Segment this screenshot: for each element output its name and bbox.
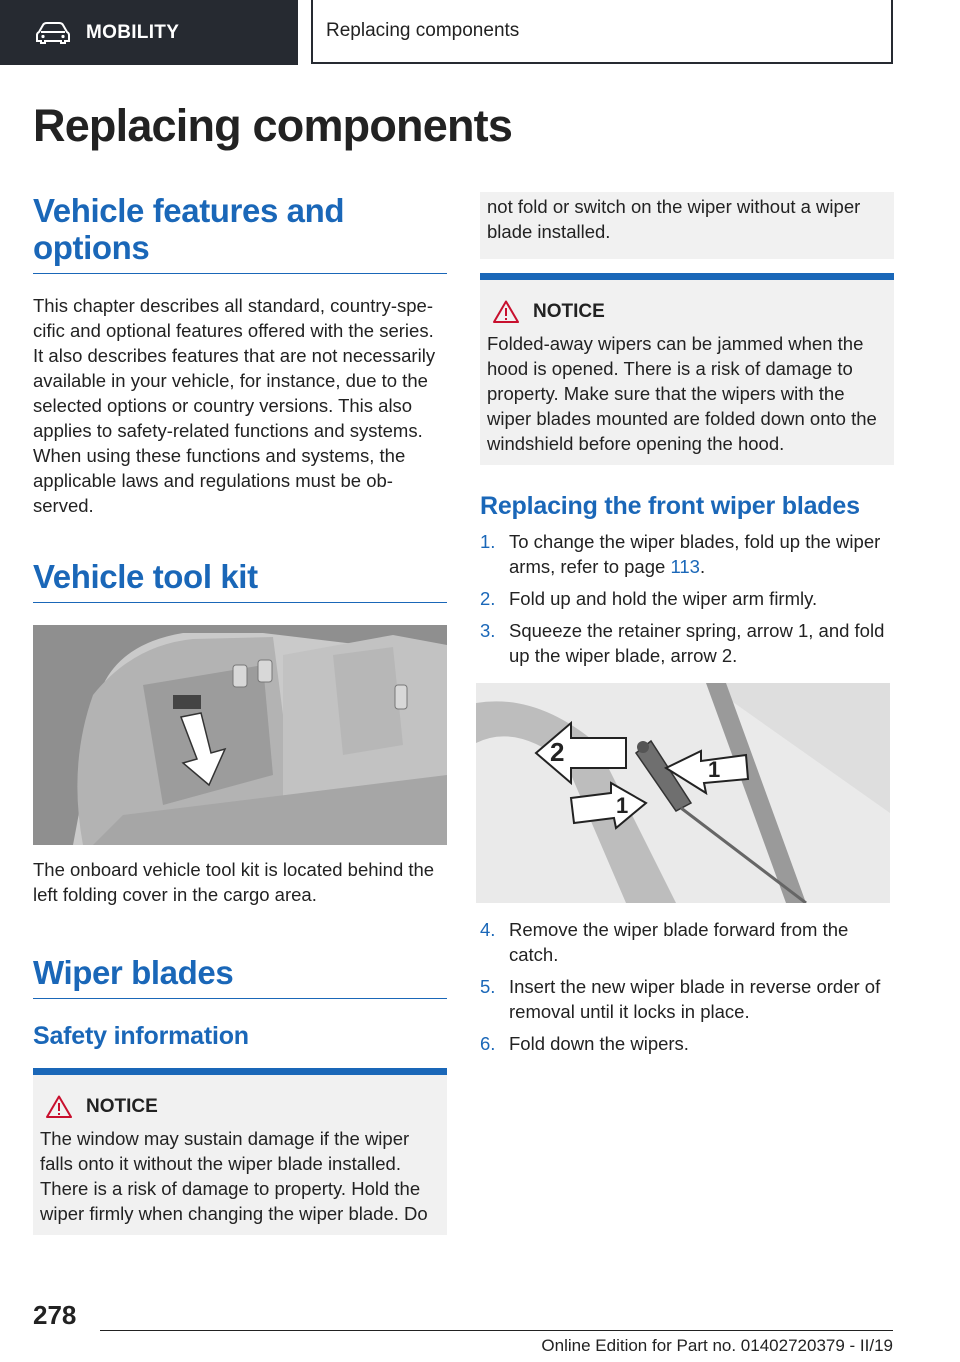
notice-box-1 <box>33 1068 447 1235</box>
notice-text-2: Folded-away wipers can be jammed when the hood is opened. There is a risk of damage to property. Make sure that the wipers with the wiper blades mounted are folded down onto the windshield before opening the hood. <box>487 333 877 454</box>
warning-icon <box>46 1095 72 1118</box>
warning-icon <box>493 300 519 323</box>
svg-text:1: 1 <box>708 757 721 782</box>
page-number: 278 <box>33 1300 77 1330</box>
toolkit-heading: Vehicle tool kit <box>33 558 447 603</box>
svg-text:2: 2 <box>550 737 565 767</box>
step-4 <box>480 917 894 967</box>
section-label: MOBILITY <box>86 21 180 43</box>
car-icon <box>36 22 70 44</box>
step-6 <box>480 1031 894 1056</box>
cargo-area-illustration <box>33 625 447 845</box>
notice-box-2 <box>480 273 894 465</box>
toolkit-text: The onboard vehicle tool kit is located behind the left folding cover in the cargo area. <box>33 859 435 905</box>
notice-label-1: NOTICE <box>86 1095 158 1117</box>
footer-divider <box>100 1330 893 1331</box>
notice-label-2: NOTICE <box>533 300 605 322</box>
wiper-heading: Wiper blades <box>33 954 447 999</box>
step-text: Squeeze the retainer spring, arrow 1, and fold up the wiper blade, arrow 2. <box>509 620 885 666</box>
features-heading: Vehicle features and options <box>33 192 447 274</box>
edition-text: Online Edition for Part no. 01402720379 - II/19 <box>541 1336 893 1355</box>
step-text: Fold down the wipers. <box>509 1033 689 1054</box>
wiper-image <box>476 683 890 903</box>
step-1 <box>480 529 894 579</box>
step-number: 2. <box>480 588 496 609</box>
chapter-title: Replacing components <box>326 20 520 41</box>
page-link[interactable]: 113 <box>670 556 700 577</box>
step-2 <box>480 586 894 611</box>
chapter-tab <box>311 0 893 64</box>
step-3 <box>480 618 894 668</box>
step-number: 4. <box>480 919 496 940</box>
step-number: 3. <box>480 620 496 641</box>
svg-text:1: 1 <box>616 793 629 818</box>
header-bar <box>0 0 960 66</box>
steps-list <box>480 529 894 668</box>
step-text: Remove the wiper blade forward from the catch. <box>509 919 849 965</box>
right-column <box>480 192 894 1063</box>
wiper-illustration <box>476 683 890 903</box>
cargo-area-image <box>33 625 447 845</box>
page-title: Replacing components <box>33 100 513 151</box>
step-text: To change the wiper blades, fold up the wiper arms, refer to page 113. <box>509 531 881 577</box>
step-number: 6. <box>480 1033 496 1054</box>
steps-list-2 <box>480 917 894 1056</box>
notice-text-1-continued: not fold or switch on the wiper without a wiper blade installed. <box>487 196 861 242</box>
step-text: Insert the new wiper blade in reverse order of removal until it locks in place. <box>509 976 881 1022</box>
features-text: This chapter describes all standard, country-spe-cific and optional features offered with the series. It also describes features that are not necessarily available in your vehicle, for instance, due to the selected options or country versions. This also applies to safety-related functions and systems. When using these functions and systems, the applicable laws and regulations must be ob-served. <box>33 295 436 516</box>
step-number: 1. <box>480 531 496 552</box>
step-5 <box>480 974 894 1024</box>
section-tab[interactable] <box>0 0 298 65</box>
notice-text-1: The window may sustain damage if the wiper falls onto it without the wiper blade installed. There is a risk of damage to property. Hold the wiper firmly when changing the wiper blade. Do <box>40 1128 428 1224</box>
step-number: 5. <box>480 976 496 997</box>
left-column <box>33 192 447 1235</box>
replace-heading: Replacing the front wiper blades <box>480 492 860 520</box>
notice-box-1-continued <box>480 192 894 259</box>
step-text: Fold up and hold the wiper arm firmly. <box>509 588 818 609</box>
safety-heading: Safety information <box>33 1022 249 1050</box>
